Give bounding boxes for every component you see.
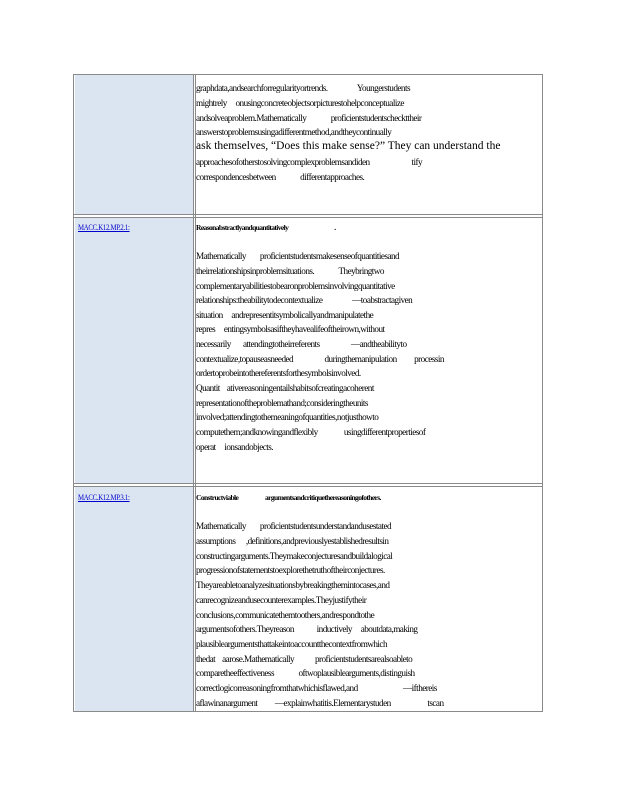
text-line: Mathematically proficientstudentsunderstandandusestated (196, 521, 392, 531)
row-divider (74, 214, 542, 215)
row-divider (74, 486, 542, 487)
row-1-label-cell (75, 75, 193, 214)
text-line: mightrely onusingconcreteobjectsorpicturestohelpconceptualize (196, 98, 404, 108)
standard-code-link[interactable]: MACC.K12.MP.3.1: (78, 493, 130, 502)
text-line: thedat aarose.Mathematically proficientstudentsarealsoableto (196, 654, 413, 664)
text-line: conclusions,communicatethemtoothers,andrespondtothe (196, 610, 375, 620)
standard-code-link[interactable]: MACC.K12.MP.2.1: (78, 223, 130, 232)
text-line: canrecognizeandusecounterexamples.Theyjustifytheir (196, 595, 367, 605)
column-divider (193, 74, 194, 712)
text-line: approachesofotherstosolvingcomplexproblemsandiden tify (196, 157, 423, 167)
text-line: ordertoprobeintothereferentsforthesymbolsinvolved. (196, 368, 361, 378)
text-line: involved;attendingtothemeaningofquantities,notjusthowto (196, 412, 379, 422)
text-line: theirrelationshipsinproblemsituations. Theybringtwo (196, 266, 384, 276)
text-line: correctlogicorreasoningfromthatwhichisflawed,and ―ifthereis (196, 683, 437, 693)
row-divider (74, 217, 542, 218)
text-line: situation andrepresentitsymbolicallyandmanipulatethe (196, 310, 374, 320)
text-line: contextualize,topauseasneeded duringthemanipulation processin (196, 354, 444, 364)
text-line: operat ionsandobjects. (196, 442, 274, 452)
text-line: relationships:theabilitytodecontextualize ―toabstractagiven (196, 295, 413, 305)
text-line: plausibleargumentsthattakeintoaccountthecontextfromwhich (196, 639, 387, 649)
text-line: necessarily attendingtotheirreferents ―andtheabilityto (196, 339, 407, 349)
text-line: aflawinanargument ―explainwhatitis.Elementarystuden tscan (196, 698, 444, 708)
text-line: Theyareabletoanalyzesituationsbybreakingthemintocases,and (196, 580, 390, 590)
row-2-label-cell (75, 218, 193, 483)
row-divider (74, 483, 542, 484)
text-line: complementaryabilitiestobearonproblemsinvolvingquantitative (196, 281, 395, 291)
standard-heading: Reasonabstractlyandquantitatively . (196, 223, 336, 232)
text-line: argumentsofothers.Theyreason inductively aboutdata,making (196, 624, 418, 634)
text-line: Mathematically proficientstudentsmakesenseofquantitiesand (196, 251, 400, 261)
text-line: correspondencesbetween differentapproaches. (196, 172, 365, 182)
text-line: Quantit ativereasoningentailshabitsofcreatingacoherent (196, 383, 374, 393)
text-line: repres entingsymbolsasiftheyhavealifeoftheirown,without (196, 324, 385, 334)
text-line: ask themselves, “Does this make sense?” They can understand the (196, 140, 501, 152)
text-line: progressionofstatementstoexplorethetruthoftheirconjectures. (196, 565, 385, 575)
text-line: graphdata,andsearchforregularityortrends. Youngerstudents (196, 83, 410, 93)
row-3-label-cell (75, 487, 193, 711)
text-line: computethem;andknowingandflexibly usingdifferentpropertiesof (196, 427, 426, 437)
text-line: constructingarguments.Theymakeconjecturesandbuildalogical (196, 551, 393, 561)
text-line: comparetheeffectiveness oftwoplausiblearguments,distinguish (196, 668, 415, 678)
text-line: answerstoproblemsusingadifferentmethod,andtheycontinually (196, 127, 392, 137)
text-line: andsolveaproblem.Mathematically proficientstudentscheckttheir (196, 113, 422, 123)
standard-heading: Constructviable argumentsandcritiquethereasoningofothers. (196, 493, 381, 502)
text-line: assumptions ,definitions,andpreviouslyestablishedresultsin (196, 536, 389, 546)
text-line: representationoftheproblemathand;consideringtheunits (196, 398, 368, 408)
